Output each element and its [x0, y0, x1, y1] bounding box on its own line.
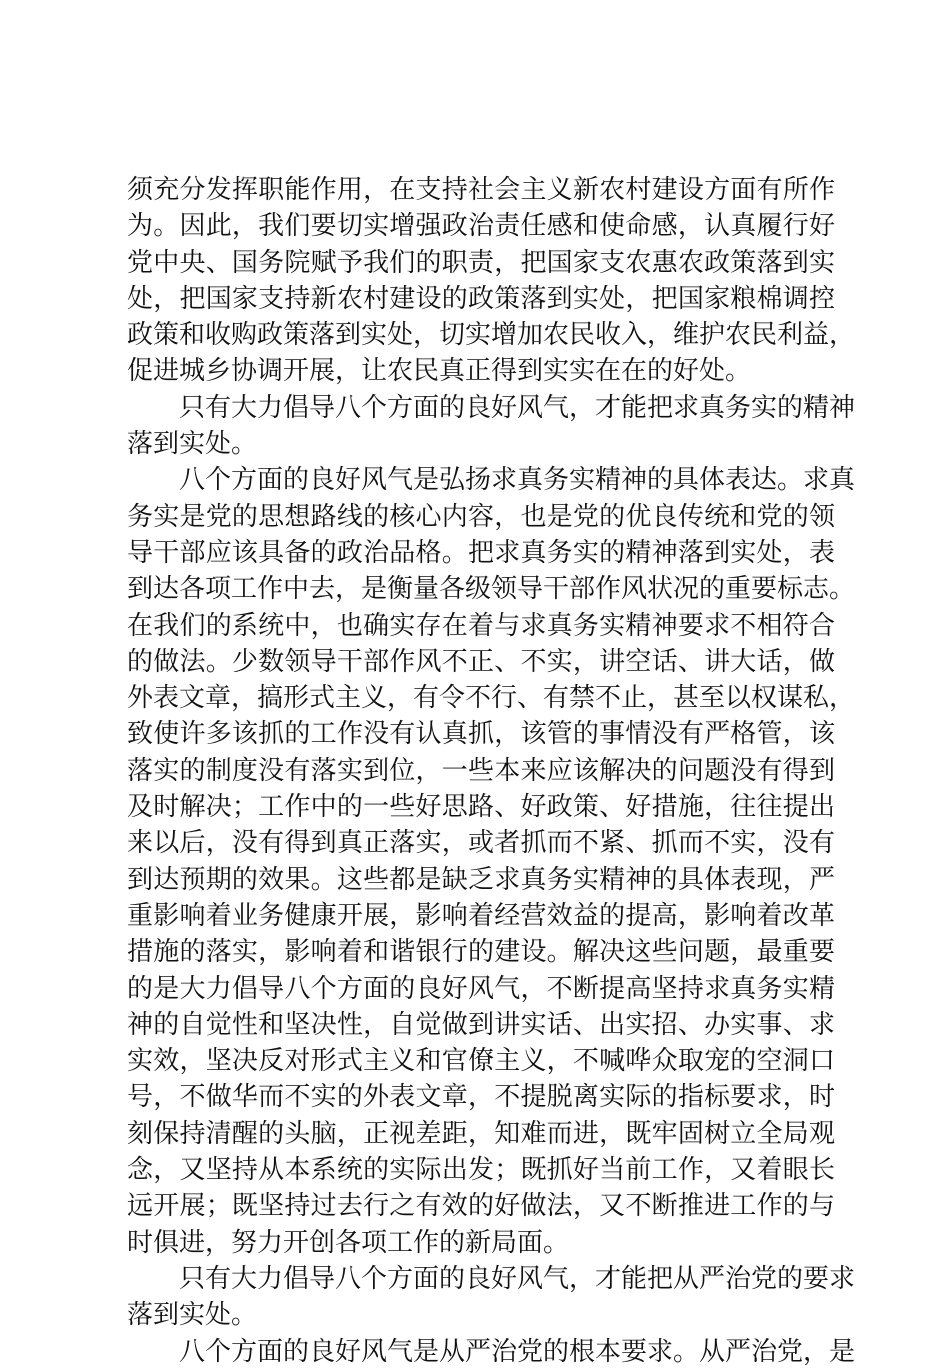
text-line: 落到实处。 — [127, 1300, 258, 1331]
text-line: 在我们的系统中，也确实存在着与求真务实精神要求不相符合 — [127, 610, 835, 641]
text-line: 措施的落实，影响着和谐银行的建设。解决这些问题，最重要 — [127, 937, 835, 968]
text-line: 来以后，没有得到真正落实，或者抓而不紧、抓而不实，没有 — [127, 828, 835, 859]
text-line: 只有大力倡导八个方面的良好风气，才能把求真务实的精神 — [179, 392, 856, 423]
text-line: 刻保持清醒的头脑，正视差距，知难而进，既牢固树立全局观 — [127, 1118, 835, 1149]
text-line: 到达各项工作中去，是衡量各级领导干部作风状况的重要标志。 — [127, 574, 856, 605]
text-line: 到达预期的效果。这些都是缺乏求真务实精神的具体表现，严 — [127, 864, 835, 895]
text-line: 促进城乡协调开展，让农民真正得到实实在在的好处。 — [127, 356, 752, 387]
text-line: 远开展；既坚持过去行之有效的好做法，又不断推进工作的与 — [127, 1191, 835, 1222]
text-line: 的做法。少数领导干部作风不正、不实，讲空话、讲大话，做 — [127, 646, 835, 677]
text-line: 实效，坚决反对形式主义和官僚主义，不喊哗众取宠的空洞口 — [127, 1046, 835, 1077]
text-line: 党中央、国务院赋予我们的职责，把国家支农惠农政策落到实 — [127, 247, 835, 278]
text-line: 为。因此，我们要切实增强政治责任感和使命感，认真履行好 — [127, 211, 835, 242]
text-line: 及时解决；工作中的一些好思路、好政策、好措施，往往提出 — [127, 792, 835, 823]
text-line: 只有大力倡导八个方面的良好风气，才能把从严治党的要求 — [179, 1263, 856, 1294]
text-line: 念，又坚持从本系统的实际出发；既抓好当前工作，又着眼长 — [127, 1155, 835, 1186]
body-text — [127, 172, 856, 1370]
paragraph-3 — [127, 462, 856, 1261]
paragraph-2 — [127, 390, 856, 463]
text-line: 神的自觉性和坚决性，自觉做到讲实话、出实招、办实事、求 — [127, 1009, 835, 1040]
text-line: 八个方面的良好风气是弘扬求真务实精神的具体表达。求真 — [179, 465, 856, 496]
text-line: 时俱进，努力开创各项工作的新局面。 — [127, 1227, 570, 1258]
text-line: 重影响着业务健康开展，影响着经营效益的提高，影响着改革 — [127, 900, 835, 931]
text-line: 务实是党的思想路线的核心内容，也是党的优良传统和党的领 — [127, 501, 835, 532]
text-line: 号，不做华而不实的外表文章，不提脱离实际的指标要求，时 — [127, 1082, 835, 1113]
text-line: 导干部应该具备的政治品格。把求真务实的精神落到实处，表 — [127, 537, 835, 568]
text-line: 处，把国家支持新农村建设的政策落到实处，把国家粮棉调控 — [127, 283, 835, 314]
text-line: 的是大力倡导八个方面的良好风气，不断提高坚持求真务实精 — [127, 973, 835, 1004]
paragraph-1 — [127, 172, 856, 390]
text-line: 落实的制度没有落实到位，一些本来应该解决的问题没有得到 — [127, 755, 835, 786]
text-line: 政策和收购政策落到实处，切实增加农民收入，维护农民利益， — [127, 320, 856, 351]
text-line: 外表文章，搞形式主义，有令不行、有禁不止，甚至以权谋私， — [127, 683, 856, 714]
paragraph-5 — [127, 1334, 856, 1370]
text-line: 须充分发挥职能作用，在支持社会主义新农村建设方面有所作 — [127, 175, 835, 205]
text-line: 致使许多该抓的工作没有认真抓，该管的事情没有严格管，该 — [127, 719, 835, 750]
paragraph-4 — [127, 1261, 856, 1334]
text-line: 八个方面的良好风气是从严治党的根本要求。从严治党，是 — [179, 1336, 856, 1367]
text-line: 落到实处。 — [127, 429, 258, 460]
